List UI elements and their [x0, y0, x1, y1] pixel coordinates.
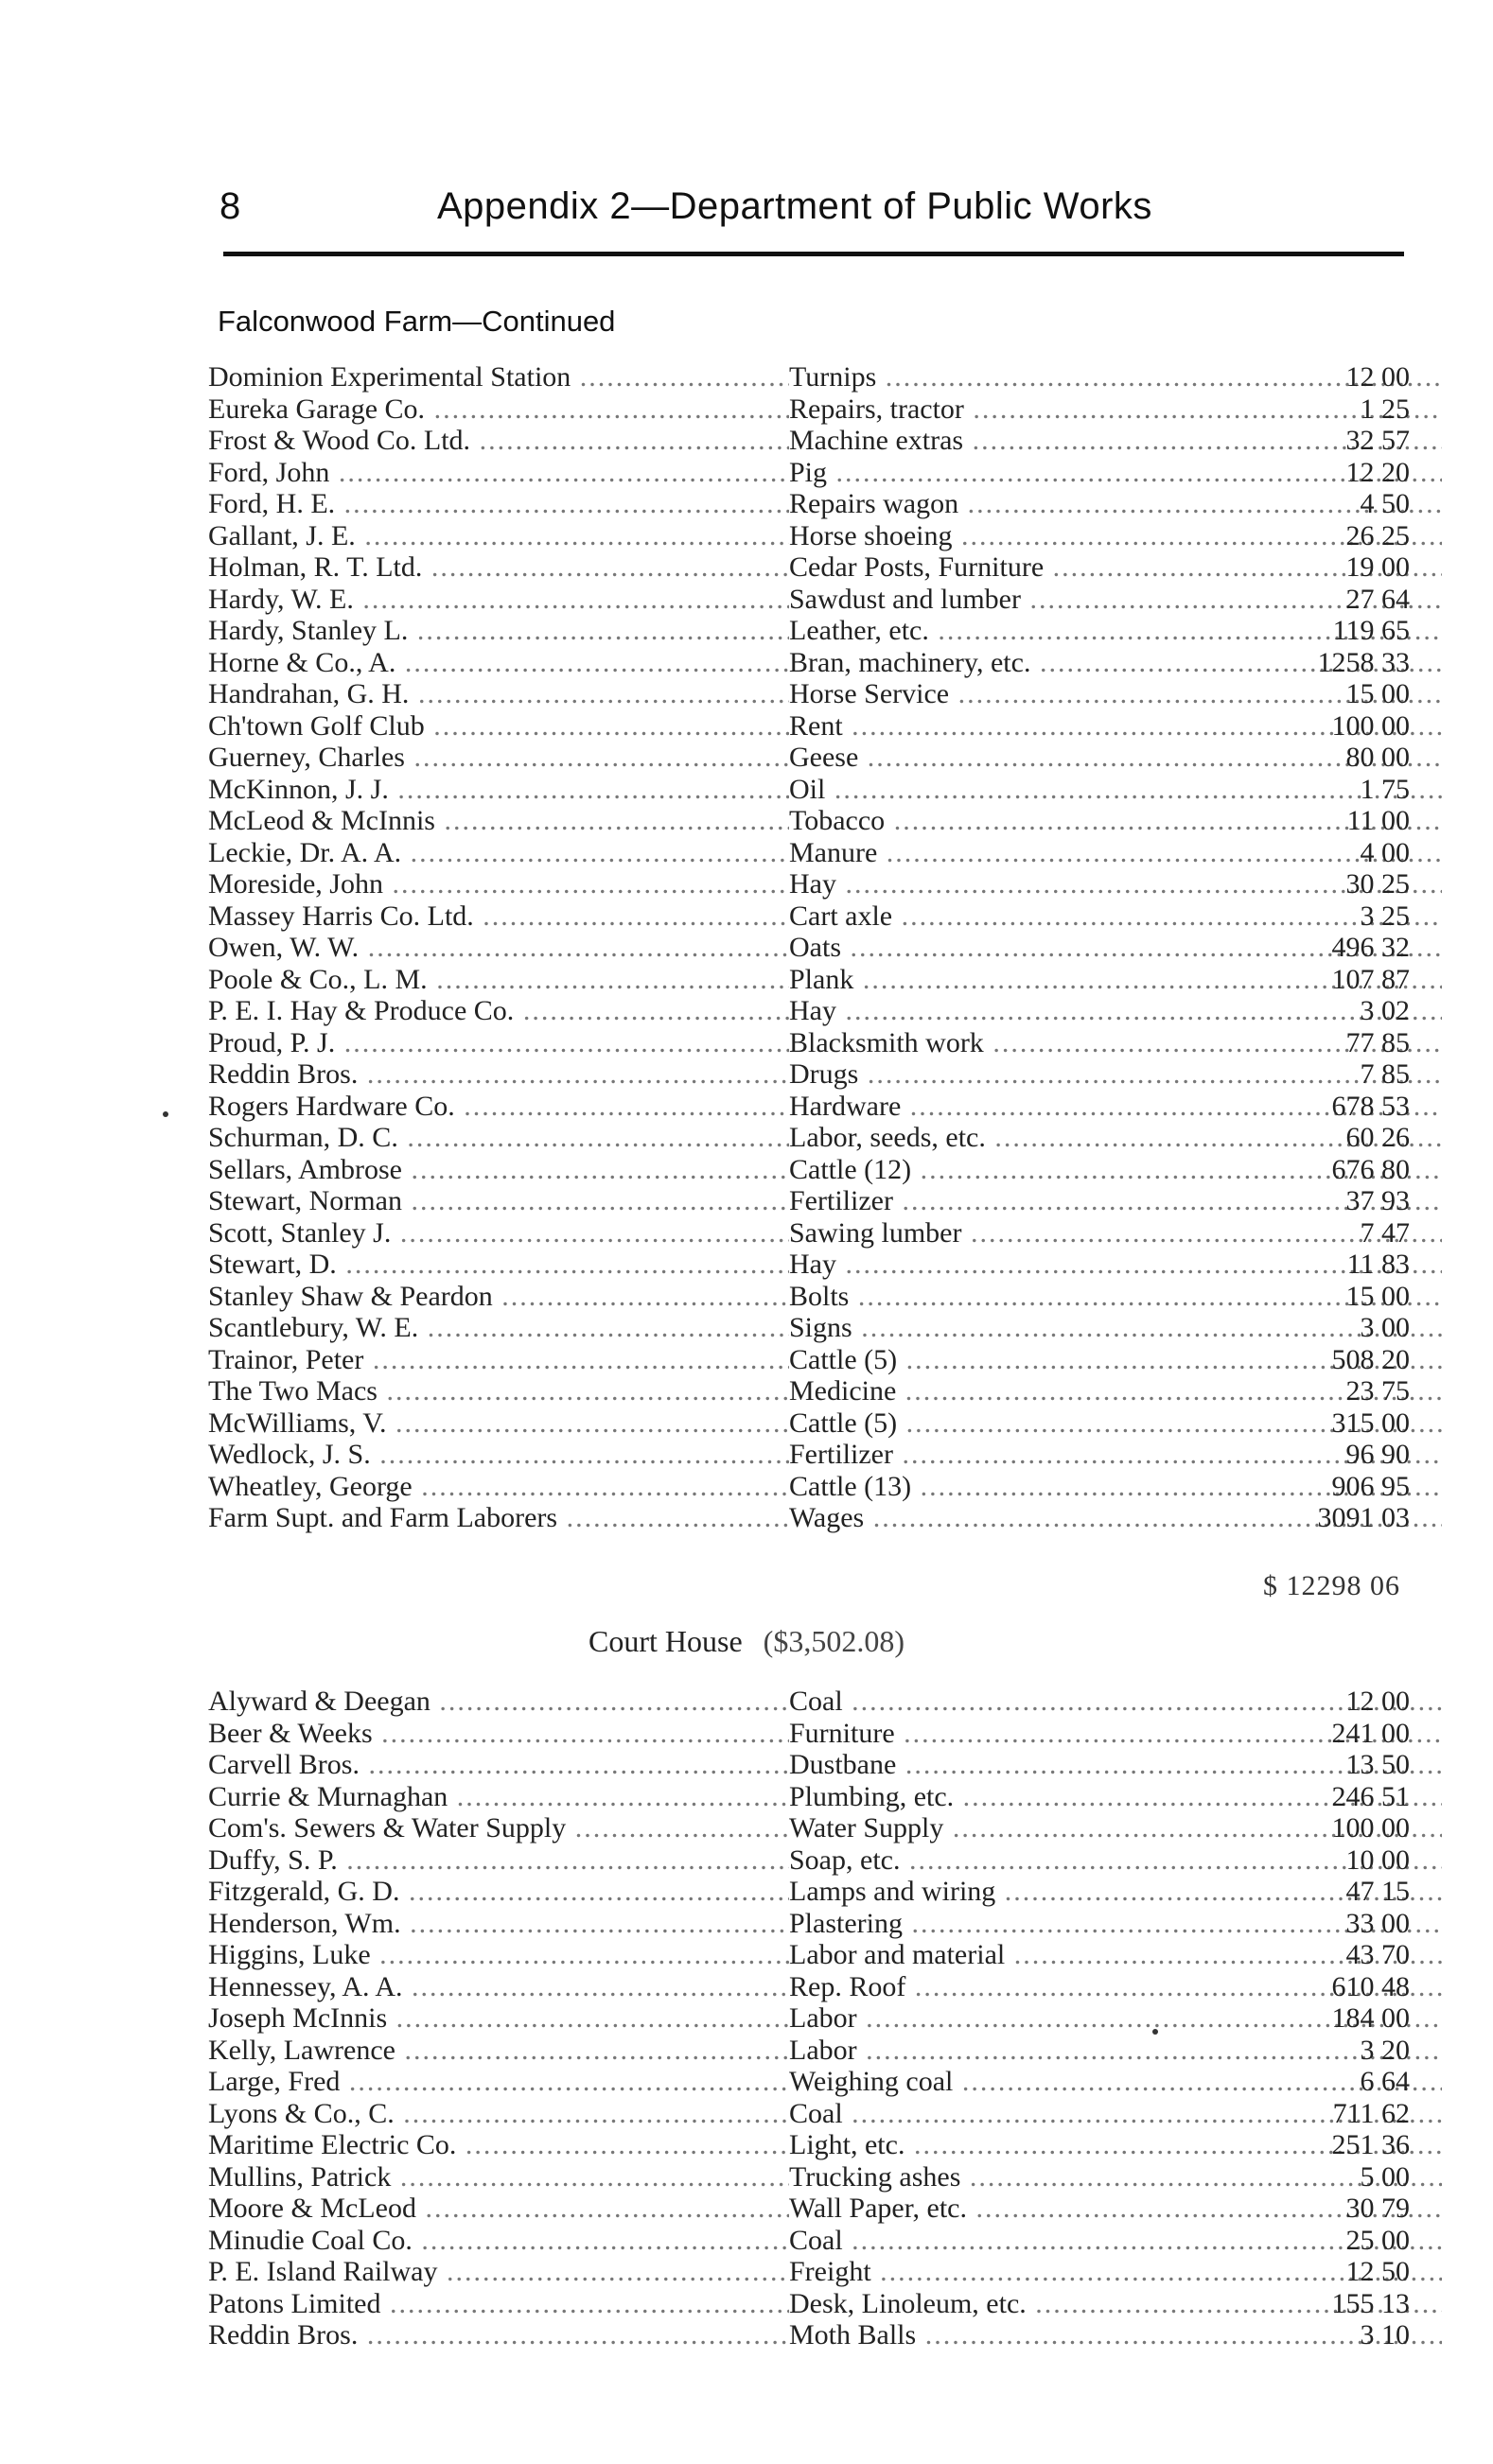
amount: 12 50	[1345, 2256, 1410, 2287]
item-description: Hay .....	[789, 995, 1442, 1027]
amount: 3 02	[1360, 995, 1410, 1026]
item-description: Oats .....	[789, 932, 1442, 964]
ledger-row	[208, 1439, 1410, 1471]
payee-name: Carvell Bros. .....	[208, 1749, 789, 1781]
item-description: Soap, etc. .....	[789, 1844, 1442, 1877]
amount: 10 00	[1345, 1844, 1410, 1876]
payee-name: Horne & Co., A. .....	[208, 647, 789, 679]
payee-name: Patons Limited .....	[208, 2288, 789, 2320]
item-description: Lamps and wiring .....	[789, 1876, 1442, 1908]
item-description: Light, etc. .....	[789, 2129, 1442, 2161]
payee-name: Stanley Shaw & Peardon .....	[208, 1281, 789, 1313]
court-house-ledger	[208, 1686, 1410, 2351]
amount: 30 25	[1345, 868, 1410, 900]
payee-name: Moreside, John .....	[208, 868, 789, 900]
amount: 241 00	[1331, 1717, 1410, 1749]
item-description: Cattle (12) .....	[789, 1154, 1442, 1186]
amount: 3 10	[1360, 2319, 1410, 2350]
ledger-row	[208, 1122, 1410, 1154]
payee-name: Wedlock, J. S. .....	[208, 1439, 789, 1471]
payee-name: Ford, John .....	[208, 457, 789, 489]
margin-dot	[163, 1111, 168, 1117]
amount: 25 00	[1345, 2224, 1410, 2256]
amount: 119 65	[1332, 615, 1410, 646]
amount: 30 79	[1345, 2193, 1410, 2224]
ledger-row	[208, 1971, 1410, 2003]
payee-name: Joseph McInnis .....	[208, 2002, 789, 2035]
amount: 1 75	[1360, 773, 1410, 805]
amount: 100 00	[1331, 709, 1410, 742]
amount: 4 00	[1360, 836, 1410, 868]
amount: 80 00	[1345, 742, 1410, 773]
item-description: Wages .....	[789, 1502, 1442, 1534]
item-description: Hardware .....	[789, 1091, 1442, 1123]
amount: 246 51	[1331, 1780, 1410, 1812]
ledger-row	[208, 805, 1410, 837]
ledger-row	[208, 2161, 1410, 2193]
payee-name: Hennessey, A. A. .....	[208, 1971, 789, 2003]
item-description: Labor .....	[789, 2035, 1442, 2067]
item-description: Coal .....	[789, 1686, 1442, 1718]
amount: 37 93	[1345, 1185, 1410, 1216]
amount: 11 83	[1346, 1249, 1410, 1280]
ledger-row	[208, 932, 1410, 964]
payee-name: Leckie, Dr. A. A. .....	[208, 837, 789, 869]
ledger-row	[208, 1091, 1410, 1123]
ledger-row	[208, 1502, 1410, 1534]
court-house-amount: ($3,502.08)	[763, 1624, 905, 1658]
amount: 1258 33	[1317, 646, 1410, 678]
payee-name: McKinnon, J. J. .....	[208, 774, 789, 806]
item-description: Rent .....	[789, 710, 1442, 743]
amount: 47 15	[1345, 1876, 1410, 1907]
item-description: Leather, etc. .....	[789, 615, 1442, 647]
falconwood-total: $ 12298 06	[1263, 1570, 1400, 1601]
amount: 27 64	[1345, 583, 1410, 615]
payee-name: Ford, H. E. .....	[208, 488, 789, 520]
payee-name: McLeod & McInnis .....	[208, 805, 789, 837]
item-description: Fertilizer .....	[789, 1185, 1442, 1217]
payee-name: Minudie Coal Co. .....	[208, 2225, 789, 2257]
ledger-row	[208, 1027, 1410, 1059]
ledger-row	[208, 2288, 1410, 2320]
amount: 3 20	[1360, 2034, 1410, 2066]
amount: 155 13	[1331, 2287, 1410, 2319]
ledger-row	[208, 900, 1410, 933]
item-description: Sawing lumber .....	[789, 1217, 1442, 1249]
item-description: Coal .....	[789, 2225, 1442, 2257]
ledger-row	[208, 2193, 1410, 2225]
ledger-row	[208, 2002, 1410, 2035]
amount: 60 26	[1345, 1122, 1410, 1153]
item-description: Bolts .....	[789, 1281, 1442, 1313]
ledger-row	[208, 1249, 1410, 1281]
payee-name: Large, Fred .....	[208, 2066, 789, 2098]
item-description: Freight .....	[789, 2256, 1442, 2288]
amount: 19 00	[1345, 551, 1410, 583]
ledger-row	[208, 457, 1410, 489]
falconwood-heading: Falconwood Farm—Continued	[218, 305, 616, 338]
item-description: Weighing coal .....	[789, 2066, 1442, 2098]
item-description: Blacksmith work .....	[789, 1027, 1442, 1059]
amount: 6 64	[1360, 2066, 1410, 2097]
ledger-row	[208, 1407, 1410, 1440]
payee-name: Sellars, Ambrose .....	[208, 1154, 789, 1186]
item-description: Water Supply .....	[789, 1812, 1442, 1844]
payee-name: Stewart, D. .....	[208, 1249, 789, 1281]
payee-name: Duffy, S. P. .....	[208, 1844, 789, 1877]
ledger-row	[208, 1908, 1410, 1940]
amount: 610 48	[1331, 1970, 1410, 2002]
amount: 23 75	[1345, 1375, 1410, 1407]
ledger-row	[208, 1058, 1410, 1091]
payee-name: McWilliams, V. .....	[208, 1407, 789, 1440]
item-description: Signs .....	[789, 1312, 1442, 1344]
amount: 906 95	[1331, 1470, 1410, 1502]
ledger-row	[208, 995, 1410, 1027]
ledger-row	[208, 964, 1410, 996]
payee-name: Ch'town Golf Club .....	[208, 710, 789, 743]
amount: 32 57	[1345, 425, 1410, 456]
amount: 107 87	[1331, 963, 1410, 995]
ledger-row	[208, 551, 1410, 584]
item-description: Labor, seeds, etc. .....	[789, 1122, 1442, 1154]
payee-name: Massey Harris Co. Ltd. .....	[208, 900, 789, 933]
payee-name: Wheatley, George .....	[208, 1471, 789, 1503]
court-house-heading	[0, 1624, 1493, 1659]
amount: 4 50	[1360, 488, 1410, 519]
ledger-row	[208, 2066, 1410, 2098]
item-description: Rep. Roof .....	[789, 1971, 1442, 2003]
ledger-row	[208, 1876, 1410, 1908]
item-description: Repairs, tractor .....	[789, 393, 1442, 426]
amount: 678 53	[1331, 1090, 1410, 1122]
item-description: Labor .....	[789, 2002, 1442, 2035]
payee-name: Reddin Bros. .....	[208, 2319, 789, 2351]
amount: 3091 03	[1317, 1502, 1410, 1533]
ledger-row	[208, 710, 1410, 743]
amount: 43 70	[1345, 1939, 1410, 1970]
amount: 3 00	[1360, 1312, 1410, 1343]
payee-name: Farm Supt. and Farm Laborers .....	[208, 1502, 789, 1534]
payee-name: Hardy, Stanley L. .....	[208, 615, 789, 647]
amount: 96 90	[1345, 1439, 1410, 1470]
item-description: Cattle (13) .....	[789, 1471, 1442, 1503]
payee-name: Scott, Stanley J. .....	[208, 1217, 789, 1249]
item-description: Hay .....	[789, 868, 1442, 900]
amount: 711 62	[1332, 2097, 1410, 2129]
item-description: Drugs .....	[789, 1058, 1442, 1091]
payee-name: Mullins, Patrick .....	[208, 2161, 789, 2193]
ledger-row	[208, 2129, 1410, 2161]
payee-name: The Two Macs .....	[208, 1375, 789, 1407]
item-description: Plastering .....	[789, 1908, 1442, 1940]
item-description: Wall Paper, etc. .....	[789, 2193, 1442, 2225]
ledger-row	[208, 1375, 1410, 1407]
payee-name: Moore & McLeod .....	[208, 2193, 789, 2225]
ledger-row	[208, 1154, 1410, 1186]
ledger-row	[208, 1749, 1410, 1781]
payee-name: Rogers Hardware Co. .....	[208, 1091, 789, 1123]
ledger-row	[208, 584, 1410, 616]
item-description: Dustbane .....	[789, 1749, 1442, 1781]
amount: 13 50	[1345, 1749, 1410, 1780]
payee-name: Dominion Experimental Station .....	[208, 361, 789, 393]
amount: 15 00	[1345, 1280, 1410, 1312]
payee-name: Alyward & Deegan .....	[208, 1686, 789, 1718]
payee-name: Com's. Sewers & Water Supply .....	[208, 1812, 789, 1844]
ledger-row	[208, 2225, 1410, 2257]
amount: 26 25	[1345, 519, 1410, 551]
item-description: Cattle (5) .....	[789, 1344, 1442, 1376]
payee-name: Fitzgerald, G. D. .....	[208, 1876, 789, 1908]
payee-name: Proud, P. J. .....	[208, 1027, 789, 1059]
amount: 676 80	[1331, 1153, 1410, 1185]
ledger-row	[208, 868, 1410, 900]
payee-name: Hardy, W. E. .....	[208, 584, 789, 616]
item-description: Plank .....	[789, 964, 1442, 996]
item-description: Horse Service .....	[789, 678, 1442, 710]
ledger-row	[208, 1312, 1410, 1344]
amount: 3 25	[1360, 900, 1410, 932]
ledger-row	[208, 520, 1410, 552]
payee-name: Owen, W. W. .....	[208, 932, 789, 964]
ledger-row	[208, 1844, 1410, 1877]
payee-name: Holman, R. T. Ltd. .....	[208, 551, 789, 584]
amount: 12 00	[1345, 361, 1410, 393]
amount: 7 85	[1360, 1058, 1410, 1090]
item-description: Plumbing, etc. .....	[789, 1781, 1442, 1813]
ledger-row	[208, 774, 1410, 806]
payee-name: Kelly, Lawrence .....	[208, 2035, 789, 2067]
amount: 1 25	[1360, 393, 1410, 425]
ledger-row	[208, 2098, 1410, 2130]
item-description: Turnips .....	[789, 361, 1442, 393]
payee-name: Maritime Electric Co. .....	[208, 2129, 789, 2161]
ledger-row	[208, 742, 1410, 774]
page-number: 8	[220, 185, 241, 227]
item-description: Pig .....	[789, 457, 1442, 489]
item-description: Oil .....	[789, 774, 1442, 806]
amount: 184 00	[1331, 2002, 1410, 2034]
payee-name: Trainor, Peter .....	[208, 1344, 789, 1376]
ledger-row	[208, 1686, 1410, 1718]
header-rule	[223, 252, 1404, 256]
payee-name: P. E. I. Hay & Produce Co. .....	[208, 995, 789, 1027]
ledger-row	[208, 2035, 1410, 2067]
item-description: Labor and material .....	[789, 1939, 1442, 1971]
page-title: Appendix 2—Department of Public Works	[437, 185, 1152, 227]
ledger-row	[208, 393, 1410, 426]
payee-name: Currie & Murnaghan .....	[208, 1781, 789, 1813]
payee-name: Gallant, J. E. .....	[208, 520, 789, 552]
amount: 12 00	[1345, 1686, 1410, 1717]
amount: 7 47	[1360, 1216, 1410, 1249]
ledger-row	[208, 1781, 1410, 1813]
item-description: Bran, machinery, etc. .....	[789, 647, 1442, 679]
amount: 15 00	[1345, 678, 1410, 709]
margin-dot	[1152, 2029, 1158, 2035]
ledger-row	[208, 2256, 1410, 2288]
item-description: Cattle (5) .....	[789, 1407, 1442, 1440]
payee-name: Frost & Wood Co. Ltd. .....	[208, 425, 789, 457]
ledger-row	[208, 1281, 1410, 1313]
item-description: Cedar Posts, Furniture .....	[789, 551, 1442, 584]
ledger-row	[208, 678, 1410, 710]
falconwood-ledger	[208, 361, 1410, 1534]
amount: 496 32	[1331, 932, 1410, 963]
item-description: Medicine .....	[789, 1375, 1442, 1407]
item-description: Manure .....	[789, 837, 1442, 869]
item-description: Moth Balls .....	[789, 2319, 1442, 2351]
ledger-row	[208, 1344, 1410, 1376]
court-house-title: Court House	[588, 1624, 743, 1658]
ledger-row	[208, 647, 1410, 679]
ledger-row	[208, 1471, 1410, 1503]
ledger-row	[208, 488, 1410, 520]
ledger-row	[208, 425, 1410, 457]
item-description: Furniture .....	[789, 1718, 1442, 1750]
ledger-row	[208, 1812, 1410, 1844]
ledger-row	[208, 837, 1410, 869]
item-description: Sawdust and lumber .....	[789, 584, 1442, 616]
ledger-row	[208, 1939, 1410, 1971]
payee-name: Henderson, Wm. .....	[208, 1908, 789, 1940]
payee-name: Higgins, Luke .....	[208, 1939, 789, 1971]
item-description: Geese .....	[789, 742, 1442, 774]
payee-name: Guerney, Charles .....	[208, 742, 789, 774]
item-description: Hay .....	[789, 1249, 1442, 1281]
amount: 11 00	[1346, 805, 1410, 836]
amount: 315 00	[1331, 1407, 1410, 1439]
amount: 5 00	[1360, 2160, 1410, 2193]
payee-name: Stewart, Norman .....	[208, 1185, 789, 1217]
payee-name: Lyons & Co., C. .....	[208, 2098, 789, 2130]
item-description: Repairs wagon .....	[789, 488, 1442, 520]
payee-name: P. E. Island Railway .....	[208, 2256, 789, 2288]
amount: 33 00	[1345, 1907, 1410, 1939]
item-description: Horse shoeing .....	[789, 520, 1442, 552]
amount: 508 20	[1331, 1343, 1410, 1375]
payee-name: Handrahan, G. H. .....	[208, 678, 789, 710]
payee-name: Scantlebury, W. E. .....	[208, 1312, 789, 1344]
payee-name: Reddin Bros. .....	[208, 1058, 789, 1091]
amount: 100 00	[1331, 1812, 1410, 1844]
ledger-row	[208, 361, 1410, 393]
item-description: Trucking ashes .....	[789, 2161, 1442, 2193]
ledger-row	[208, 1185, 1410, 1217]
item-description: Cart axle .....	[789, 900, 1442, 933]
amount: 12 20	[1345, 456, 1410, 488]
amount: 251 36	[1331, 2129, 1410, 2160]
ledger-row	[208, 1718, 1410, 1750]
item-description: Fertilizer .....	[789, 1439, 1442, 1471]
ledger-row	[208, 615, 1410, 647]
payee-name: Poole & Co., L. M. .....	[208, 964, 789, 996]
payee-name: Beer & Weeks .....	[208, 1718, 789, 1750]
ledger-row	[208, 1217, 1410, 1249]
amount: 77 85	[1345, 1026, 1410, 1058]
item-description: Coal .....	[789, 2098, 1442, 2130]
item-description: Desk, Linoleum, etc. .....	[789, 2288, 1442, 2320]
item-description: Machine extras .....	[789, 425, 1442, 457]
ledger-row	[208, 2319, 1410, 2351]
item-description: Tobacco .....	[789, 805, 1442, 837]
payee-name: Schurman, D. C. .....	[208, 1122, 789, 1154]
payee-name: Eureka Garage Co. .....	[208, 393, 789, 426]
